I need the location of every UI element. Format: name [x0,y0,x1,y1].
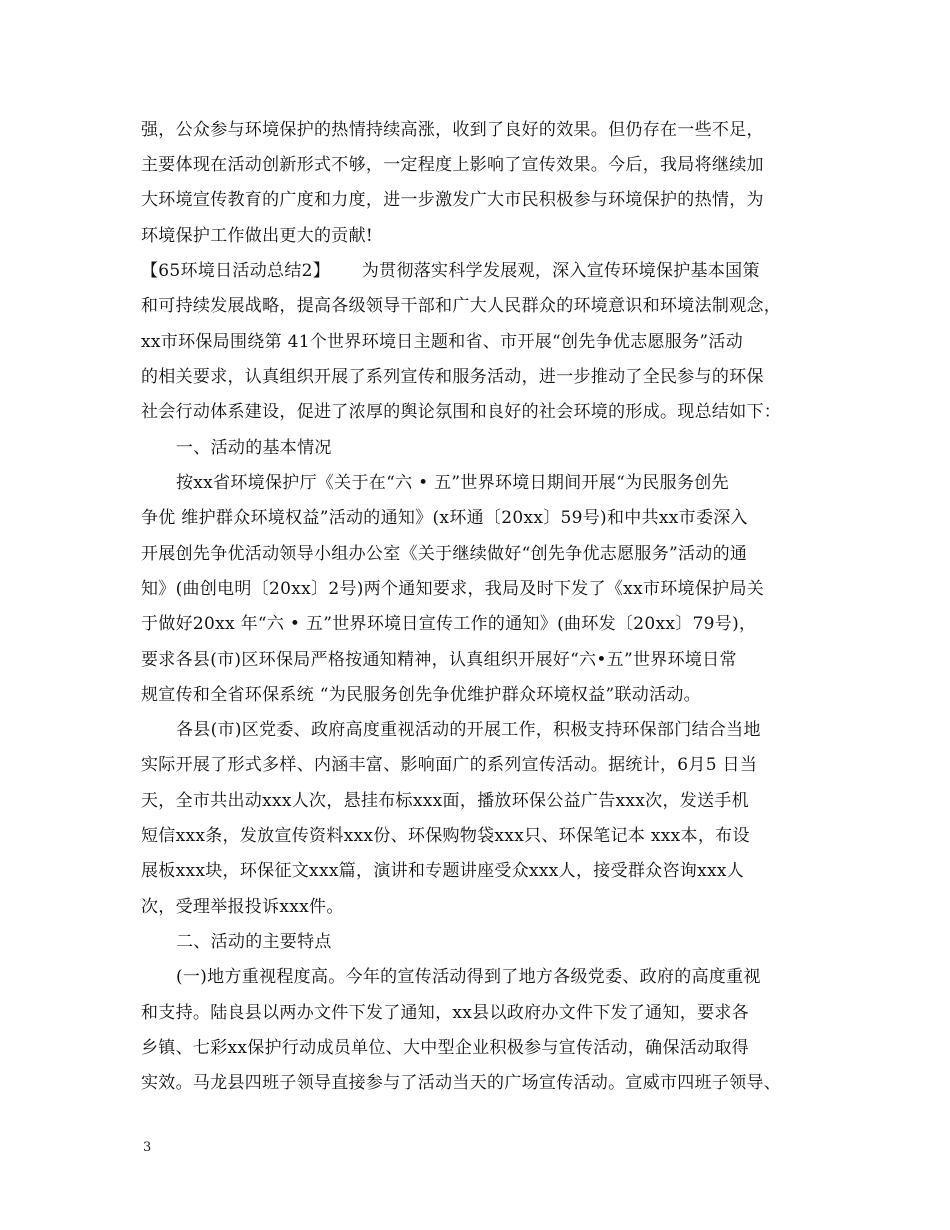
text-line: 大环境宣传教育的广度和力度，进一步激发广大市民积极参与环境保护的热情，为 [141,190,764,210]
text-line: 规宣传和全省环保系统 “为民服务创先争优维护群众环境权益”联动活动。 [141,685,701,705]
text-line: 强，公众参与环境保护的热情持续高涨，收到了良好的效果。但仍存在一些不足， [141,120,764,140]
text-line: 争优 维护群众环境权益”活动的通知》(x环通〔20xx〕59号)和中共xx市委深入 [141,508,748,528]
text-line: 环境保护工作做出更大的贡献! [141,226,374,246]
section-heading-line: 【65环境日活动总结2】 为贯彻落实科学发展观，深入宣传环境保护基本国策 [141,261,760,281]
text-line: 按xx省环境保护厅《关于在“六 • 五”世界环境日期间开展“为民服务创先 [176,473,729,493]
text-line: 次，受理举报投诉xxx件。 [141,897,344,917]
text-line: 于做好20xx 年“六 • 五”世界环境日宣传工作的通知》(曲环发〔20xx〕79号)， [141,614,757,634]
text-line: 社会行动体系建设，促进了浓厚的舆论氛围和良好的社会环境的形成。现总结如下： [141,402,782,422]
text-line: 天，全市共出动xxx人次，悬挂布标xxx面，播放环保公益广告xxx次，发送手机 [141,791,749,811]
text-line: 和可持续发展战略，提高各级领导干部和广大人民群众的环境意识和环境法制观念， [141,296,782,316]
text-line: 主要体现在活动创新形式不够，一定程度上影响了宣传效果。今后，我局将继续加 [141,155,764,175]
text-line: (一)地方重视程度高。今年的宣传活动得到了地方各级党委、政府的高度重视 [176,967,761,987]
text-line: 和支持。陆良县以两办文件下发了通知，xx县以政府办文件下发了通知，要求各 [141,1003,749,1023]
text-line: 短信xxx条，发放宣传资料xxx份、环保购物袋xxx只、环保笔记本 xxx本，布设 [141,826,750,846]
text-line: 乡镇、七彩xx保护行动成员单位、大中型企业积极参与宣传活动，确保活动取得 [141,1038,749,1058]
subheading-main-features: 二、活动的主要特点 [176,932,332,952]
text-line: 各县(市)区党委、政府高度重视活动的开展工作，积极支持环保部门结合当地 [176,720,761,740]
page-number: 3 [143,1140,152,1155]
text-line: 开展创先争优活动领导小组办公室《关于继续做好“创先争优志愿服务”活动的通 [141,544,748,564]
text-line: xx市环保局围绕第 41个世界环境日主题和省、市开展“创先争优志愿服务”活动 [141,332,743,352]
text-line: 要求各县(市)区环保局严格按通知精神，认真组织开展好“六•五”世界环境日常 [141,650,737,670]
text-line: 实效。马龙县四班子领导直接参与了活动当天的广场宣传活动。宣威市四班子领导、 [141,1073,782,1093]
text-line: 的相关要求，认真组织开展了系列宣传和服务活动，进一步推动了全民参与的环保 [141,367,764,387]
text-line: 展板xxx块，环保征文xxx篇，演讲和专题讲座受众xxx人，接受群众咨询xxx人 [141,861,745,881]
text-line: 知》(曲创电明〔20xx〕2号)两个通知要求，我局及时下发了《xx市环境保护局关 [141,579,765,599]
text-line: 实际开展了形式多样、内涵丰富、影响面广的系列宣传活动。据统计，6月5 日当 [141,755,758,775]
subheading-basic-situation: 一、活动的基本情况 [176,438,332,458]
